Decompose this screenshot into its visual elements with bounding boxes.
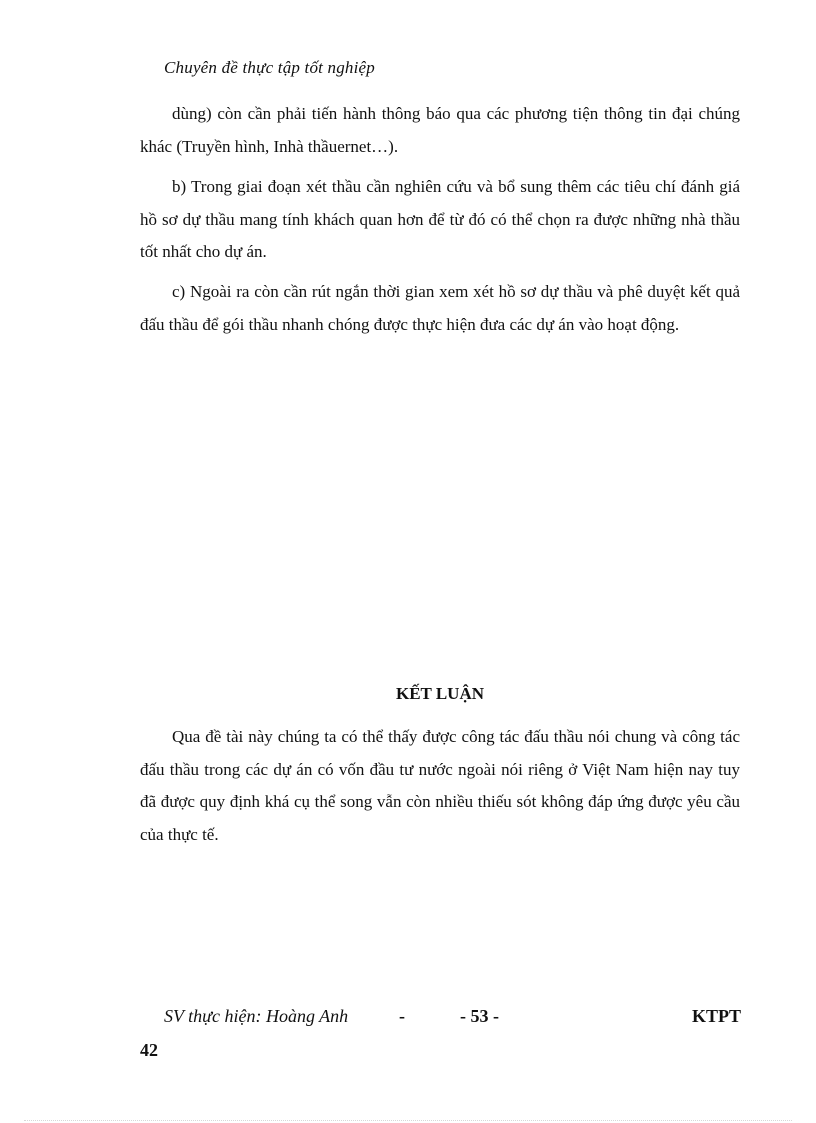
- footer-author: SV thực hiện: Hoàng Anh: [164, 1006, 349, 1026]
- footer-separator: -: [399, 1006, 405, 1026]
- paragraph-item-c: c) Ngoài ra còn cần rút ngắn thời gian xem xét hồ sơ dự thầu và phê duyệt kết quả đấu thầu để gói thầu nhanh chóng được thực hiện đưa các dự án vào hoạt động.: [140, 282, 740, 334]
- conclusion-heading: KẾT LUẬN: [395, 684, 484, 703]
- footer-class-number: 42: [140, 1040, 158, 1060]
- footer-page-number: - 53 -: [460, 1006, 499, 1026]
- footer-department: KTPT: [692, 1006, 742, 1026]
- conclusion-paragraph: Qua đề tài này chúng ta có thể thấy được công tác đấu thầu nói chung và công tác đấu thầu trong các dự án có vốn đầu tư nước ngoài nói riêng ở Việt Nam hiện nay tuy đã được quy định khá cụ thể song vẫn còn nhiều thiếu sót không đáp ứng được yêu cầu của thực tế.: [140, 727, 740, 844]
- page-bottom-divider: [24, 1120, 792, 1121]
- paragraph-item-b: b) Trong giai đoạn xét thầu cần nghiên cứu và bổ sung thêm các tiêu chí đánh giá hồ sơ dự thầu mang tính khách quan hơn để từ đó có thể chọn ra được những nhà thầu tốt nhất cho dự án.: [140, 177, 740, 261]
- document-header-title: Chuyên đề thực tập tốt nghiệp: [164, 58, 376, 77]
- paragraph-continuation: dùng) còn cần phải tiến hành thông báo qua các phương tiện thông tin đại chúng khác (Truyền hình, Inhà thầuernet…).: [140, 104, 740, 156]
